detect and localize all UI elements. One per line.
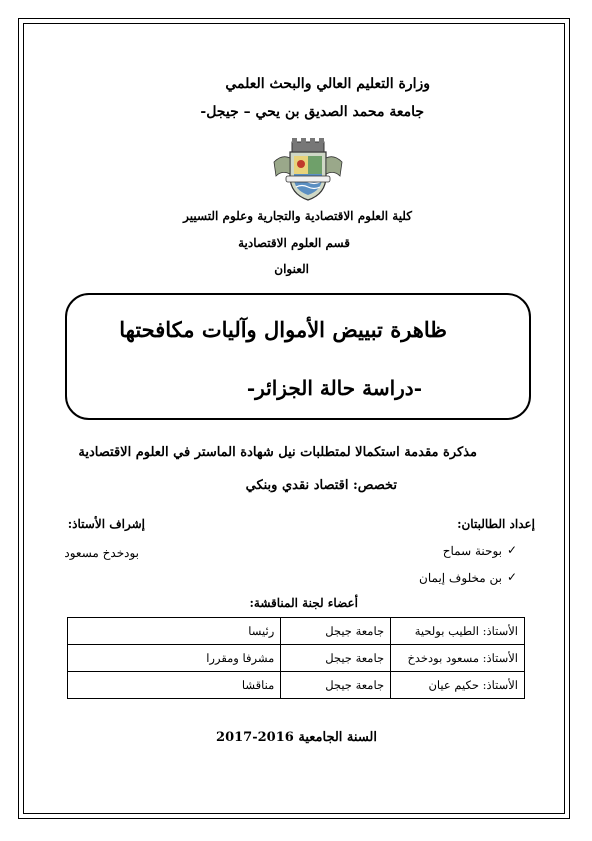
committee-member-name: الأستاذ: الطيب بولحية: [391, 618, 525, 645]
committee-member-name: الأستاذ: حكيم عيان: [391, 672, 525, 699]
faculty-name: كلية العلوم الاقتصادية والتجارية وعلوم التسيير: [183, 209, 412, 223]
prepared-by-label: إعداد الطالبتان:: [457, 517, 535, 531]
committee-member-role: مناقشا: [68, 672, 281, 699]
committee-table: [67, 617, 525, 699]
committee-member-name: الأستاذ: مسعود بودخدخ: [391, 645, 525, 672]
committee-member-university: جامعة جيجل: [281, 672, 391, 699]
table-row: [68, 672, 525, 699]
table-row: [68, 645, 525, 672]
university-name: جامعة محمد الصديق بن يحي – جيجل-: [200, 104, 424, 120]
committee-label: أعضاء لجنة المناقشة:: [249, 596, 358, 610]
student-name: بن مخلوف إيمان: [419, 571, 502, 585]
table-row: [68, 618, 525, 645]
committee-member-university: جامعة جيجل: [281, 645, 391, 672]
thesis-main-title: ظاهرة تبييض الأموال وآليات مكافحتها: [119, 317, 447, 342]
university-emblem-icon: [272, 132, 344, 204]
student-name: بوحنة سماح: [442, 544, 502, 558]
memo-description: مذكرة مقدمة استكمالا لمتطلبات نيل شهادة الماستر في العلوم الاقتصادية: [78, 445, 477, 460]
academic-year: السنة الجامعية 2016-2017: [216, 730, 377, 745]
check-icon: ✓: [506, 543, 517, 557]
supervisor-name: بودخدخ مسعود: [64, 546, 139, 560]
committee-member-university: جامعة جيجل: [281, 618, 391, 645]
supervision-label: إشراف الأستاذ:: [67, 517, 145, 531]
department-name: قسم العلوم الاقتصادية: [238, 236, 350, 250]
specialty: تخصص: اقتصاد نقدي وبنكي: [245, 478, 397, 493]
ministry-name: وزارة التعليم العالي والبحث العلمي: [225, 76, 430, 92]
title-label: العنوان: [274, 262, 309, 276]
check-icon: ✓: [506, 570, 517, 584]
committee-member-role: مشرفا ومقررا: [68, 645, 281, 672]
committee-member-role: رئيسا: [68, 618, 281, 645]
thesis-subtitle: -دراسة حالة الجزائر-: [246, 376, 422, 400]
title-box: [65, 293, 531, 420]
